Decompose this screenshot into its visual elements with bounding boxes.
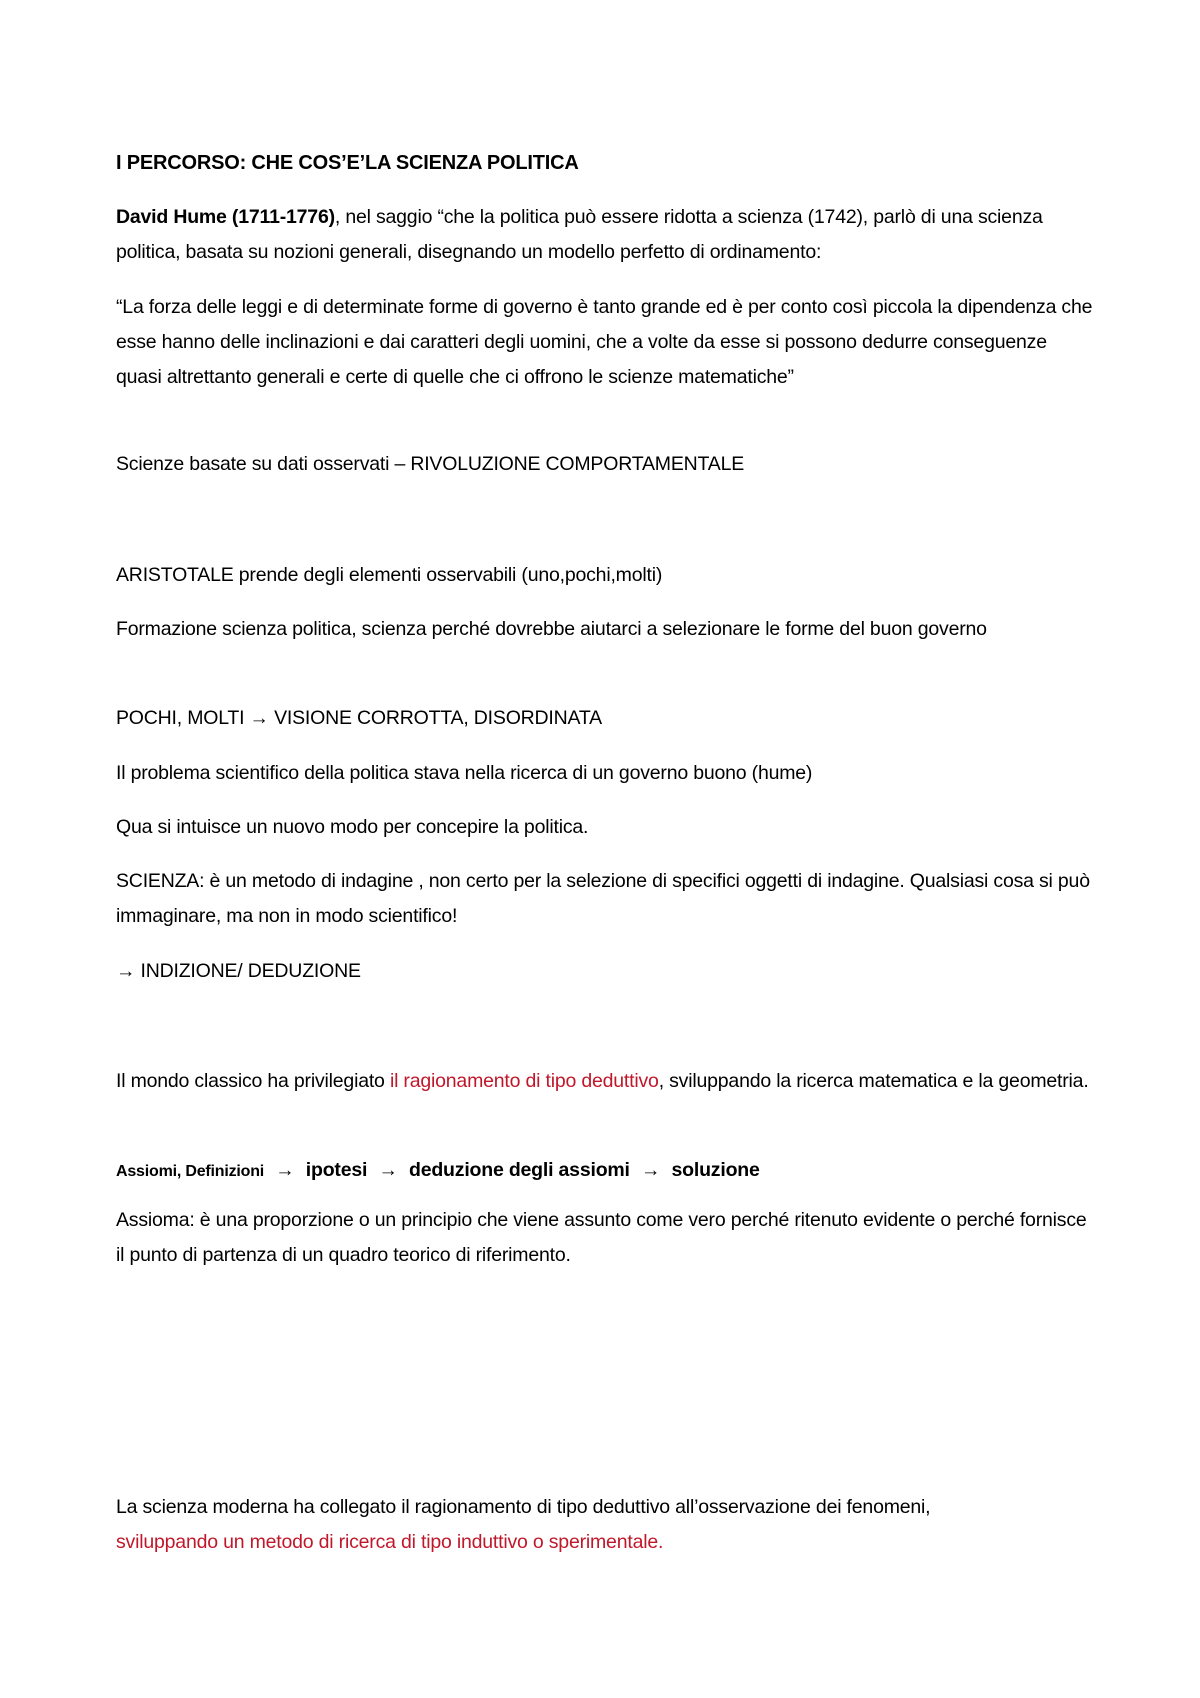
arrow-right-icon: → [378,1159,398,1181]
hume-name: David Hume (1711-1776) [116,206,335,228]
arrow-right-icon: → [275,1159,295,1181]
classico-after: , sviluppando la ricerca matematica e la geometria. [658,1070,1089,1092]
problema-line: Il problema scientifico della politica stava nella ricerca di un governo buono (hume) [116,762,813,784]
moderna-text: La scienza moderna ha collegato il ragionamento di tipo deduttivo all’osservazione dei fenomeni, [116,1496,931,1518]
classico-highlight: il ragionamento di tipo deduttivo [389,1070,659,1092]
flow-start: Assiomi, Definizioni [116,1163,265,1180]
page-title: I PERCORSO: CHE COS’E’LA SCIENZA POLITICA [116,152,579,174]
flow-step-ipotesi: ipotesi [305,1159,368,1181]
aristotele-line: ARISTOTALE prende degli elementi osservabili (uno,pochi,molti) [116,564,663,586]
flow-step-deduzione: deduzione degli assiomi [408,1159,630,1181]
hume-quote: “La forza delle leggi e di determinate forme di governo è tanto grande ed è per conto così piccola la dipendenza che esse hanno delle inclinazioni e dai caratteri degli uomini, che a volte da esse si possono dedurre conseguenze quasi altrettanto generali e certe di quelle che ci offrono le scienze matematiche” [116,296,1093,388]
formazione-paragraph: Formazione scienza politica, scienza perché dovrebbe aiutarci a selezionare le forme del buon governo [116,618,987,640]
classico-paragraph [116,1064,1096,1099]
classico-before: Il mondo classico ha privilegiato [116,1070,390,1092]
moderna-highlight: sviluppando un metodo di ricerca di tipo induttivo o sperimentale. [116,1531,664,1553]
induzione-line: → INDIZIONE/ DEDUZIONE [116,960,361,982]
deduction-flow [116,1153,1096,1189]
moderna-paragraph [116,1490,1096,1560]
hume-paragraph [116,200,1096,270]
scienze-osservati-line: Scienze basate su dati osservati – RIVOLUZIONE COMPORTAMENTALE [116,453,745,475]
flow-step-soluzione: soluzione [671,1159,760,1181]
scienza-metodo-paragraph: SCIENZA: è un metodo di indagine , non certo per la selezione di specifici oggetti di indagine. Qualsiasi cosa si può immaginare, ma non in modo scientifico! [116,870,1090,927]
intuisce-line: Qua si intuisce un nuovo modo per concepire la politica. [116,816,589,838]
arrow-right-icon: → [640,1159,661,1181]
hume-text: , nel saggio “che la politica può essere ridotta a scienza (1742), parlò di una scienza politica, basata su nozioni generali, disegnando un modello perfetto di ordinamento: [116,206,1043,263]
pochi-molti-line: POCHI, MOLTI → VISIONE CORROTTA, DISORDINATA [116,707,602,729]
assioma-paragraph: Assioma: è una proporzione o un principio che viene assunto come vero perché ritenuto evidente o perché fornisce il punto di partenza di un quadro teorico di riferimento. [116,1209,1087,1266]
